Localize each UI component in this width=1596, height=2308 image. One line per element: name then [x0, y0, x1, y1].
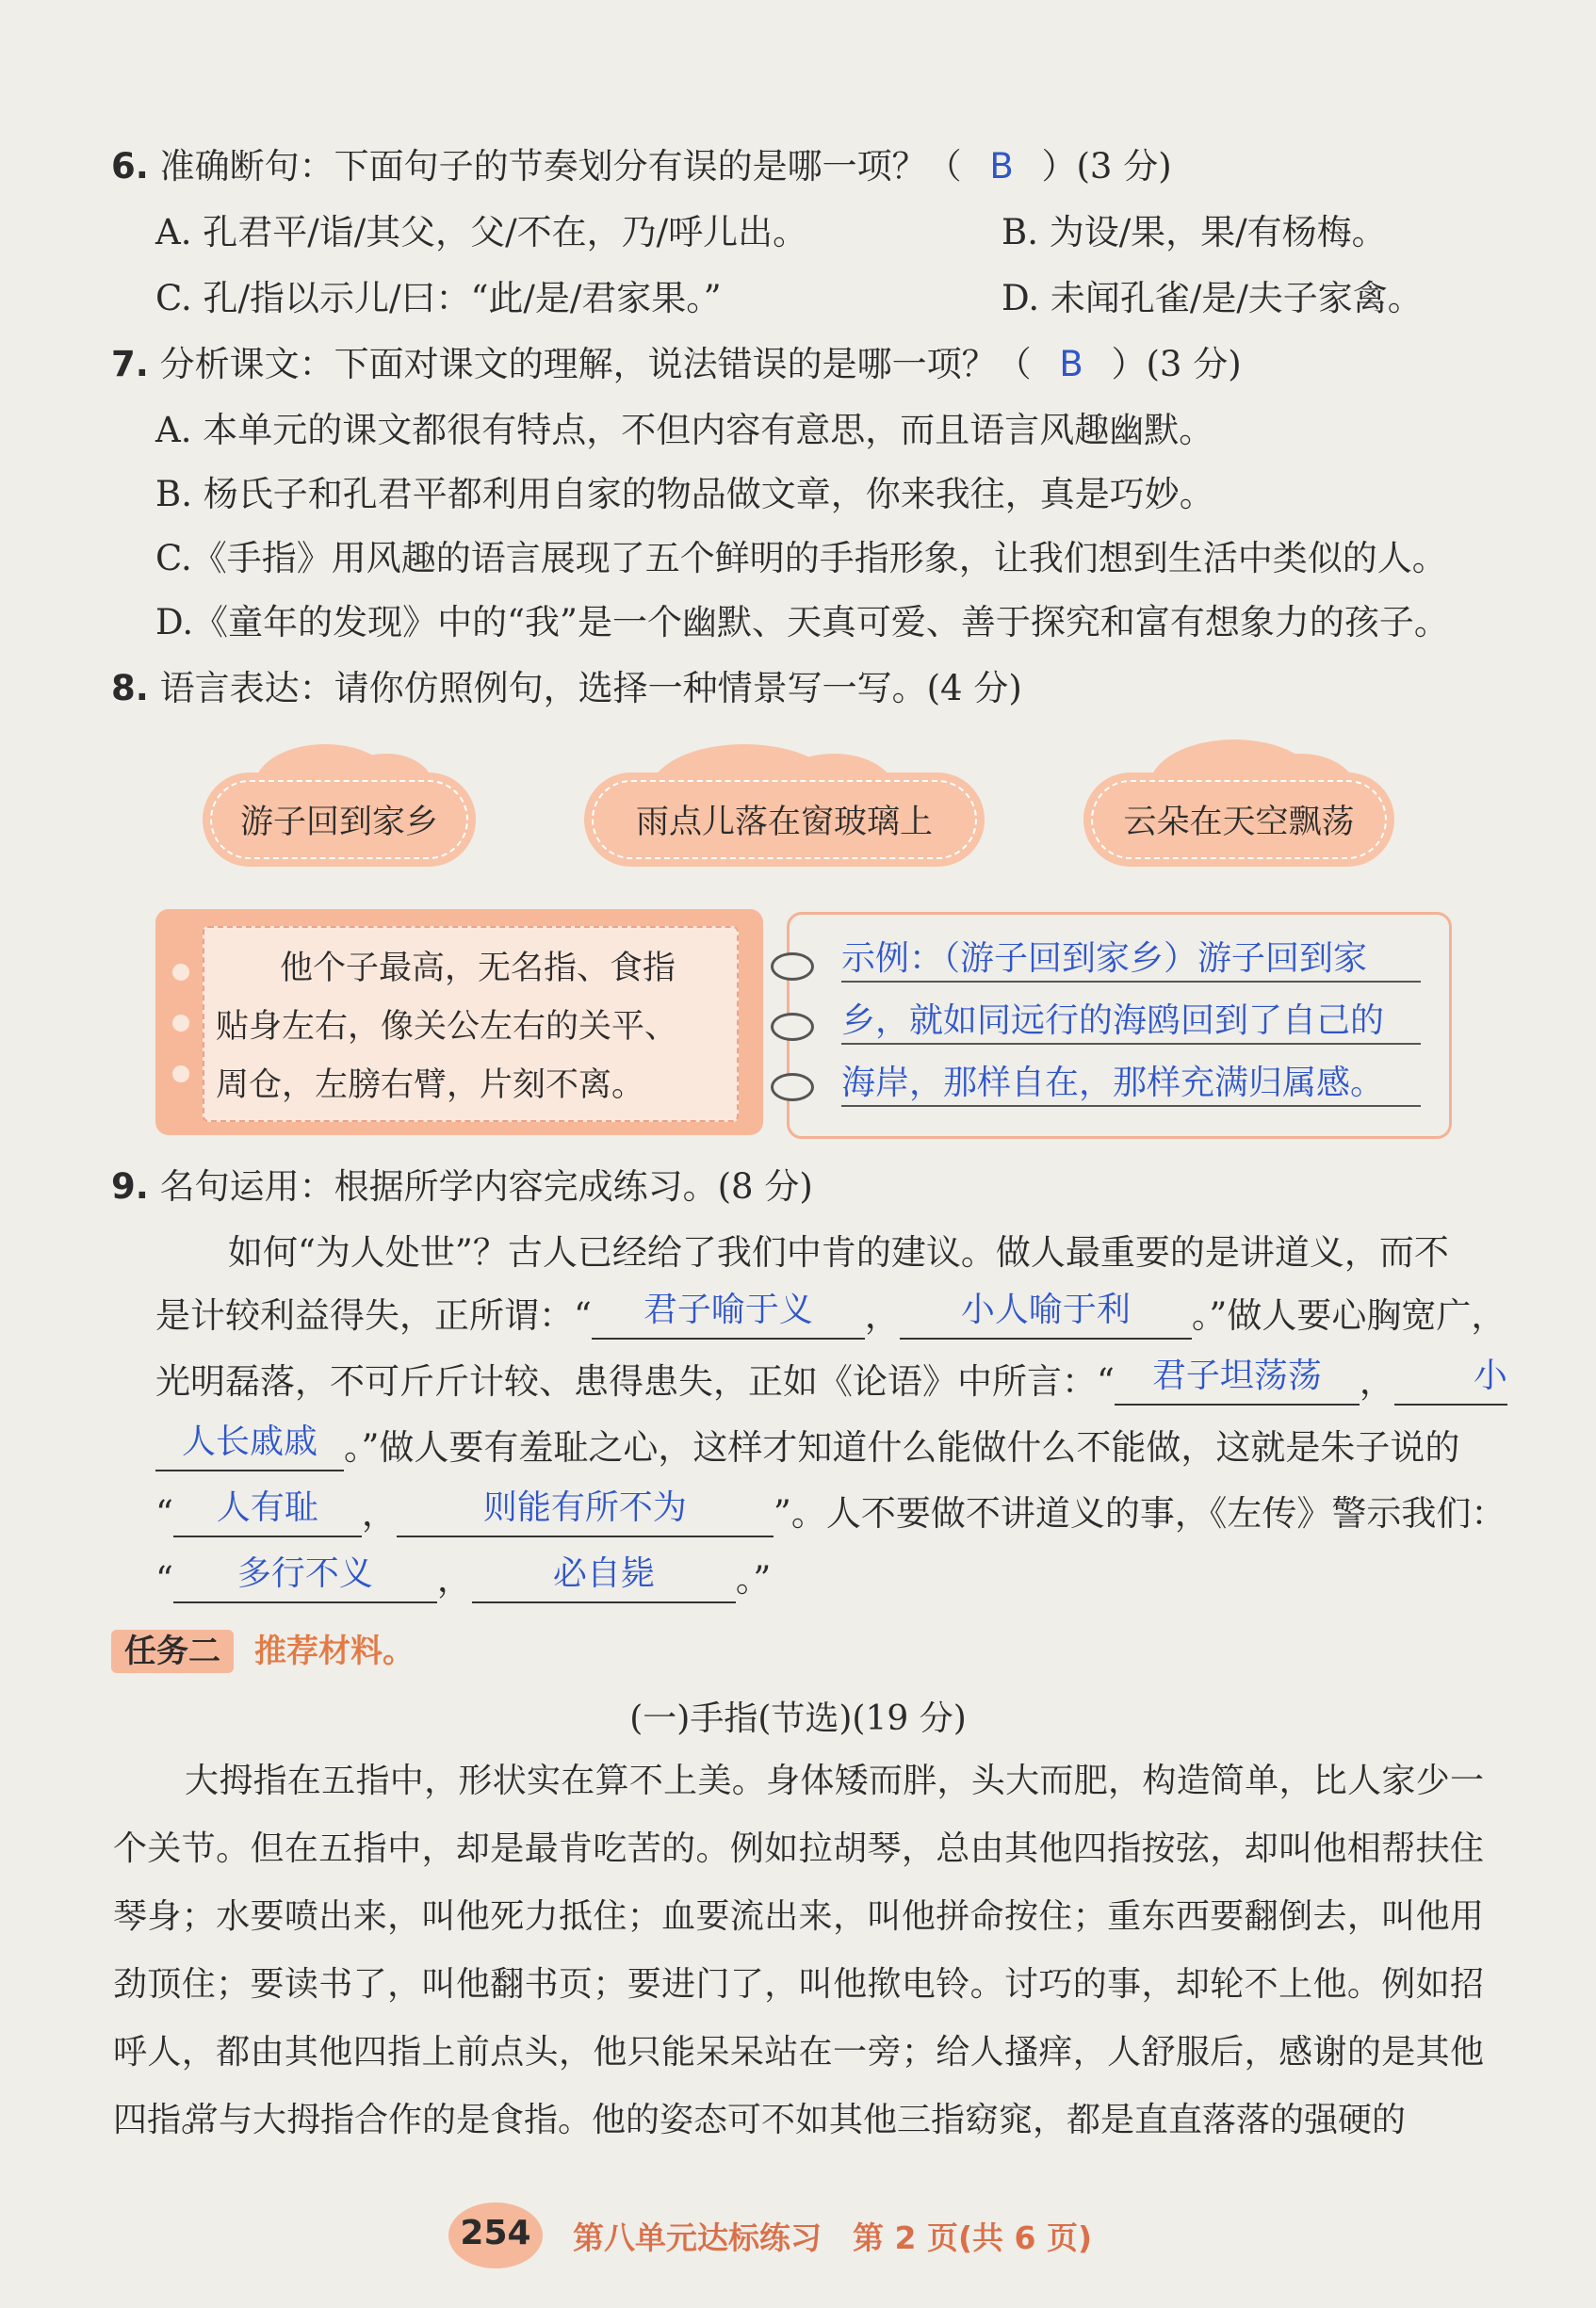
question-number: 6.	[111, 146, 149, 187]
cloud-label: 云朵在天空飘荡	[1091, 780, 1387, 859]
q9-line-4: 人长戚戚 。”做人要有羞耻之心，这样才知道什么能做什么不能做，这就是朱子说的	[155, 1424, 1459, 1471]
q9-line-3: 光明磊落，不可斤斤计较、患得患失，正如《论语》中所言：“ 君子坦荡荡 ， 小	[155, 1358, 1507, 1406]
option-d: D.《童年的发现》中的“我”是一个幽默、天真可爱、善于探究和富有想象力的孩子。	[155, 602, 1449, 642]
section-title: (一)手指(节选)(19 分)	[629, 1699, 967, 1738]
answer-choice: B	[989, 146, 1014, 187]
question-number: 8.	[111, 668, 149, 708]
example-line: 他个子最高，无名指、食指	[280, 950, 676, 987]
question-9	[111, 1163, 813, 1211]
fill-blank: 小人喻于利	[900, 1294, 1192, 1340]
example-note	[155, 909, 763, 1135]
page-number: 254	[460, 2214, 531, 2252]
cloud-label: 游子回到家乡	[210, 780, 468, 859]
answer-line: 海岸，那样自在，那样充满归属感。	[841, 1064, 1385, 1102]
fill-blank: 人长戚戚	[155, 1426, 344, 1471]
question-7	[111, 341, 1242, 388]
fill-blank: 小	[1394, 1360, 1507, 1406]
option-c: C. 孔/指以示儿/曰：“此/是/君家果。”	[155, 278, 722, 318]
q9-line-2: 是计较利益得失，正所谓：“ 君子喻于义 ， 小人喻于利 。”做人要心胸宽广，	[155, 1292, 1506, 1340]
answer-choice: B	[1059, 344, 1083, 384]
fill-blank: 多行不义	[173, 1558, 437, 1603]
binder-ring-icon	[771, 1013, 814, 1041]
option-b: B. 为设/果，果/有杨梅。	[1002, 212, 1387, 252]
answer-line: 乡，就如同远行的海鸥回到了自己的	[841, 1001, 1385, 1040]
question-stem: 名句运用：根据所学内容完成练习。(8 分)	[159, 1166, 813, 1207]
fill-blank: 君子坦荡荡	[1115, 1360, 1360, 1406]
answer-line: 示例：（游子回到家乡）游子回到家	[841, 939, 1368, 978]
q9-line-1: 如何“为人处世”？古人已经给了我们中肯的建议。做人最重要的是讲道义，而不	[228, 1232, 1449, 1273]
question-number: 7.	[111, 344, 149, 384]
binder-ring-icon	[771, 1073, 814, 1101]
question-score: ）(3 分)	[1041, 146, 1172, 187]
q9-line-5: “ 人有耻 ， 则能有所不为 ”。人不要做不讲道义的事，《左传》警示我们：	[155, 1490, 1506, 1537]
passage-paragraph: 大拇指在五指中，形状实在算不上美。身体矮而胖，头大而肥，构造简单，比人家少一个关节。但在五指中，却是最肯吃苦的。例如拉胡琴，总由其他四指按弦，却叫他相帮扶住琴身；水要喷出来，叫他死力抵住；血要流出来，叫他拼命按住；重东西要翻倒去，叫他用劲顶住；要读书了，叫他翻书页；要进门了，叫他揿电铃。讨巧的事，却轮不上他。例如招呼人，都由其他四指上前点头，他只能呆呆站在一旁；给人搔痒，人舒服后，感谢的是其他四指。	[113, 1762, 1484, 2139]
option-a: A. 本单元的课文都很有特点，不但内容有意思，而且语言风趣幽默。	[155, 410, 1214, 450]
example-line: 贴身左右，像关公左右的关平、	[216, 1008, 678, 1046]
question-stem: 分析课文：下面对课文的理解，说法错误的是哪一项？（	[159, 344, 1032, 384]
question-number: 9.	[111, 1166, 149, 1207]
page-footer	[0, 2202, 1596, 2268]
binder-ring-icon	[771, 952, 814, 981]
question-6	[111, 143, 1172, 190]
answer-box	[787, 912, 1452, 1139]
option-c: C.《手指》用风趣的语言展现了五个鲜明的手指形象，让我们想到生活中类似的人。	[155, 538, 1447, 578]
option-b: B. 杨氏子和孔君平都利用自家的物品做文章，你来我往，真是巧妙。	[155, 474, 1214, 514]
question-8	[111, 665, 1022, 712]
fill-blank: 君子喻于义	[592, 1294, 865, 1340]
passage-paragraph: 常与大拇指合作的是食指。他的姿态可不如其他三指窈窕，都是直直落落的强硬的	[185, 2101, 1407, 2139]
fill-blank: 必自毙	[472, 1558, 736, 1603]
fill-blank: 则能有所不为	[397, 1492, 774, 1537]
task-tag: 任务二	[111, 1630, 234, 1673]
question-score: ）(3 分)	[1111, 344, 1242, 384]
option-d: D. 未闻孔雀/是/夫子家禽。	[1002, 278, 1423, 318]
question-stem: 准确断句：下面句子的节奏划分有误的是哪一项？（	[159, 146, 962, 187]
q9-line-6: “ 多行不义 ， 必自毙 。”	[155, 1556, 771, 1603]
example-line: 周仓，左膀右臂，片刻不离。	[216, 1066, 645, 1104]
question-stem: 语言表达：请你仿照例句，选择一种情景写一写。(4 分)	[159, 668, 1022, 708]
option-a: A. 孔君平/诣/其父，父/不在，乃/呼儿出。	[155, 212, 808, 252]
footer-text: 第八单元达标练习 第 2 页(共 6 页)	[573, 2219, 1093, 2256]
task-title: 推荐材料。	[254, 1633, 415, 1670]
fill-blank: 人有耻	[173, 1492, 362, 1537]
cloud-label: 雨点儿落在窗玻璃上	[592, 780, 977, 859]
